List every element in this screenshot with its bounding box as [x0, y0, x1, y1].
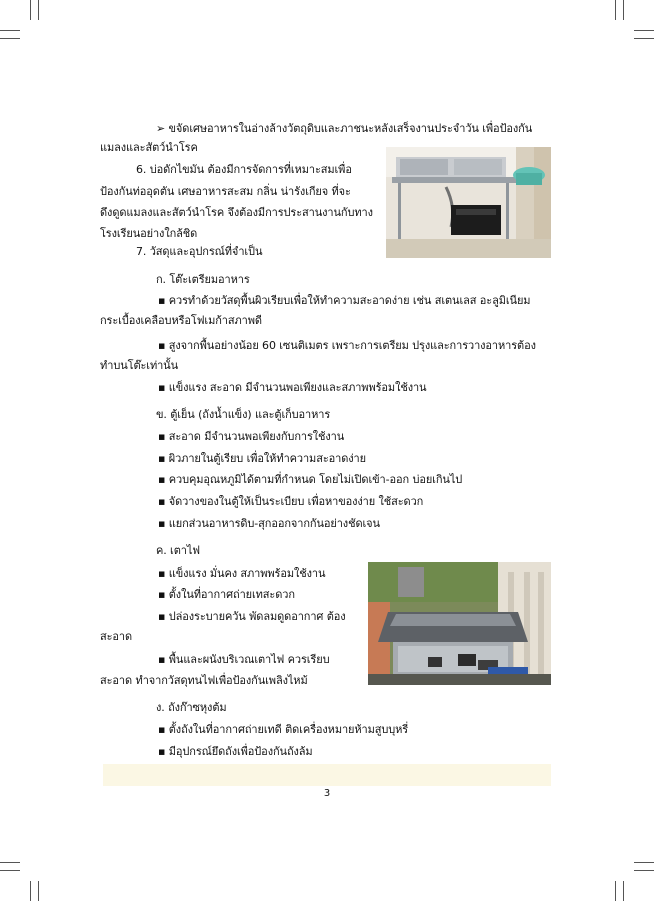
bullet-item: ▪ ควบคุมอุณหภูมิได้ตามที่กำหนด โดยไม่เปิดเข้า-ออก บ่อยเกินไป — [158, 473, 463, 486]
crop-mark — [615, 881, 616, 901]
bullet-item: ▪ ตั้งถังในที่อากาศถ่ายเทดี ติดเครื่องหมายห้ามสูบบุหรี่ — [158, 723, 409, 736]
text-line: ทำบนโต๊ะเท่านั้น — [100, 359, 179, 372]
section-heading: 7. วัสดุและอุปกรณ์ที่จำเป็น — [136, 245, 263, 258]
bullet-item: ▪ สะอาด มีจำนวนพอเพียงกับการใช้งาน — [158, 430, 345, 443]
crop-mark — [0, 870, 20, 871]
crop-mark — [623, 881, 624, 901]
text-line: 6. บ่อดักไขมัน ต้องมีการจัดการที่เหมาะสมเพื่อ — [136, 163, 352, 176]
crop-mark — [38, 0, 39, 20]
text-line: ป้องกันท่ออุดตัน เศษอาหารสะสม กลิ่น น่ารังเกียจ ที่จะ — [100, 185, 351, 198]
text-line: กระเบื้องเคลือบหรือโฟเมก้าสภาพดี — [100, 314, 262, 327]
text-line: โรงเรียนอย่างใกล้ชิด — [100, 227, 198, 240]
bullet-item: ▪ สูงจากพื้นอย่างน้อย 60 เซนติเมตร เพราะการเตรียม ปรุงและการวางอาหารต้อง — [158, 339, 536, 352]
bullet-item: ▪ ตั้งในที่อากาศถ่ายเทสะดวก — [158, 588, 295, 601]
subsection-heading: ค. เตาไฟ — [156, 544, 200, 557]
bullet-item: ▪ ควรทำด้วยวัสดุพื้นผิวเรียบเพื่อให้ทำความสะอาดง่าย เช่น สเตนเลส อะลูมิเนียม — [158, 294, 531, 307]
footer-band — [103, 764, 551, 786]
bullet-item: ▪ แข็งแรง มั่นคง สภาพพร้อมใช้งาน — [158, 567, 326, 580]
bullet-item: ▪ แข็งแรง สะอาด มีจำนวนพอเพียงและสภาพพร้อมใช้งาน — [158, 381, 427, 394]
text-line: แมลงและสัตว์นำโรค — [100, 141, 198, 154]
bullet-item: ▪ จัดวางของในตู้ให้เป็นระเบียบ เพื่อหาของง่าย ใช้สะดวก — [158, 495, 424, 508]
crop-mark — [634, 30, 654, 31]
crop-mark — [623, 0, 624, 20]
crop-mark — [38, 881, 39, 901]
crop-mark — [634, 870, 654, 871]
subsection-heading: ง. ถังก๊าซหุงต้ม — [156, 701, 227, 714]
crop-mark — [30, 0, 31, 20]
text-line: ➢ ขจัดเศษอาหารในอ่างล้างวัตถุดิบและภาชนะหลังเสร็จงานประจำวัน เพื่อป้องกัน — [156, 122, 533, 135]
text-line: สะอาด ทำจากวัสดุทนไฟเพื่อป้องกันเพลิงไหม้ — [100, 674, 308, 687]
crop-mark — [634, 38, 654, 39]
grease-trap-photo — [386, 147, 551, 258]
crop-mark — [0, 862, 20, 863]
stove-hood-photo — [368, 562, 551, 685]
crop-mark — [0, 38, 20, 39]
crop-mark — [634, 862, 654, 863]
bullet-item: ▪ ปล่องระบายควัน พัดลมดูดอากาศ ต้อง — [158, 610, 346, 623]
bullet-item: ▪ แยกส่วนอาหารดิบ-สุกออกจากกันอย่างชัดเจน — [158, 517, 380, 530]
crop-mark — [615, 0, 616, 20]
bullet-item: ▪ ผิวภายในตู้เรียบ เพื่อให้ทำความสะอาดง่าย — [158, 452, 366, 465]
text-line: ดึงดูดแมลงและสัตว์นำโรค จึงต้องมีการประสานงานกับทาง — [100, 206, 373, 219]
subsection-heading: ก. โต๊ะเตรียมอาหาร — [156, 273, 250, 286]
text-line: สะอาด — [100, 630, 133, 643]
bullet-item: ▪ มีอุปกรณ์ยึดถังเพื่อป้องกันถังล้ม — [158, 745, 313, 758]
bullet-item: ▪ พื้นและผนังบริเวณเตาไฟ ควรเรียบ — [158, 653, 330, 666]
crop-mark — [0, 30, 20, 31]
crop-mark — [30, 881, 31, 901]
page-number: 3 — [323, 788, 331, 799]
subsection-heading: ข. ตู้เย็น (ถังน้ำแข็ง) และตู้เก็บอาหาร — [156, 408, 331, 421]
